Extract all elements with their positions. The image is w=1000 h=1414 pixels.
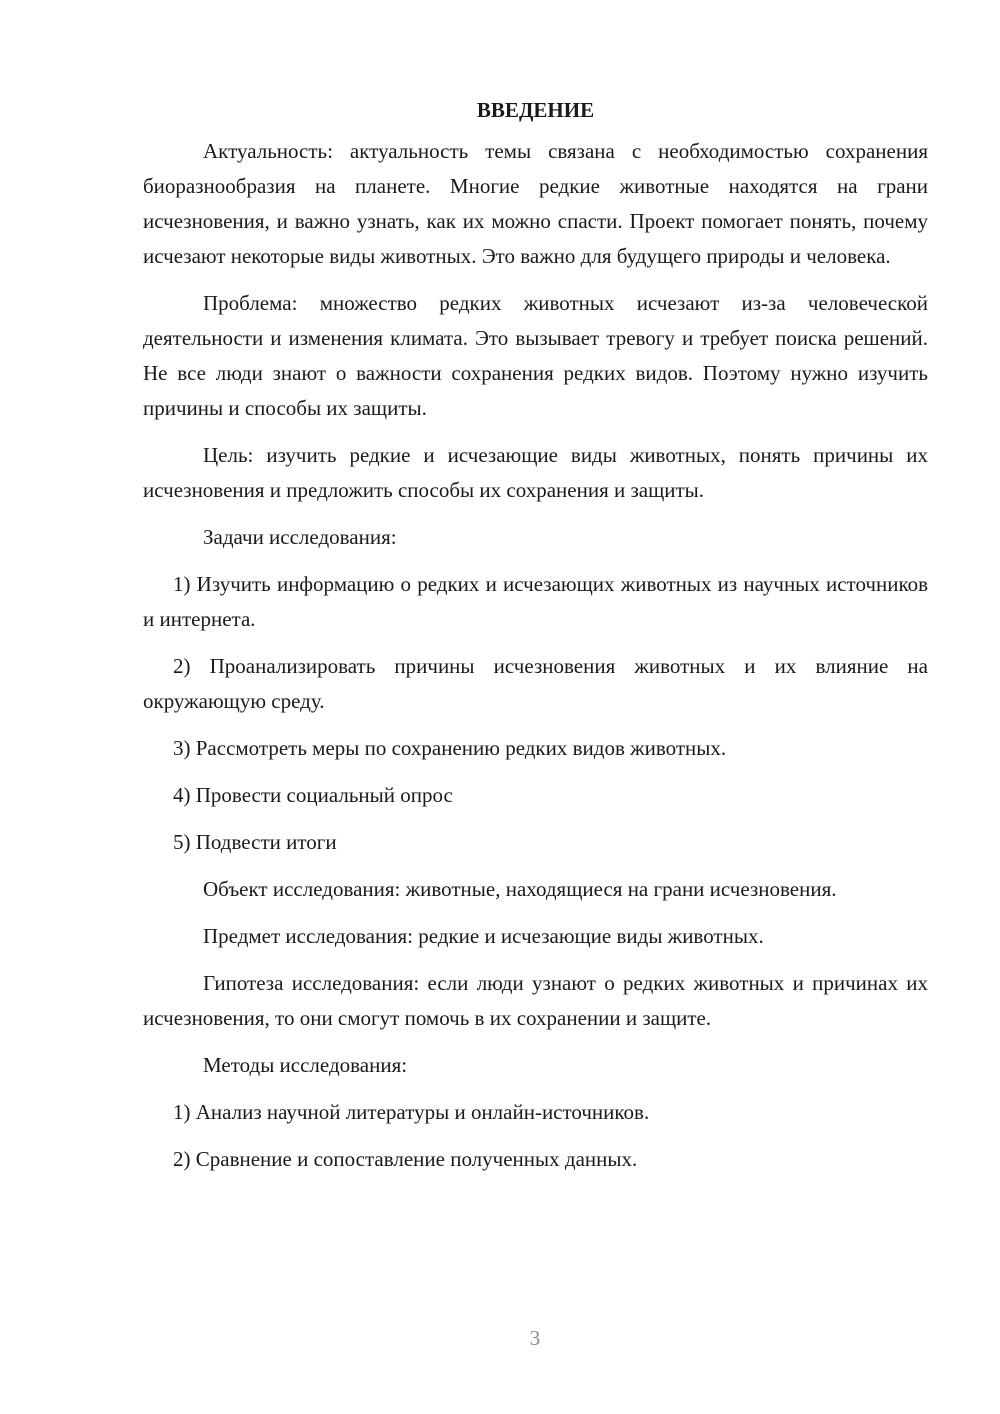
tasks-title: Задачи исследования: [203, 525, 397, 549]
method-item-2: 2) Сравнение и сопоставление полученных данных. [173, 1147, 638, 1171]
section-heading: ВВЕДЕНИЕ [476, 98, 595, 122]
method-item-1: 1) Анализ научной литературы и онлайн-источников. [173, 1100, 650, 1124]
task-item-2: 2) Проанализировать причины исчезновения животных и их влияние на окружающую среду. [143, 654, 928, 713]
paragraph-problem: Проблема: множество редких животных исчезают из-за человеческой деятельности и изменения климата. Это вызывает тревогу и требует поиска решений. Не все люди знают о важности сохранения редких видов. Поэтому нужно изучить причины и способы их защиты. [143, 291, 928, 420]
paragraph-goal: Цель: изучить редкие и исчезающие виды животных, понять причины их исчезновения и предложить способы их сохранения и защиты. [143, 443, 928, 502]
document-page [143, 92, 928, 1189]
paragraph-subject: Предмет исследования: редкие и исчезающие виды животных. [203, 924, 764, 948]
task-item-4: 4) Провести социальный опрос [173, 783, 453, 807]
task-item-5: 5) Подвести итоги [173, 830, 337, 854]
methods-title: Методы исследования: [203, 1053, 408, 1077]
task-item-3: 3) Рассмотреть меры по сохранению редких видов животных. [173, 736, 727, 760]
paragraph-object: Объект исследования: животные, находящиеся на грани исчезновения. [203, 877, 837, 901]
page-number: 3 [529, 1326, 541, 1350]
paragraph-relevance: Актуальность: актуальность темы связана с необходимостью сохранения биоразнообразия на планете. Многие редкие животные находятся на грани исчезновения, и важно узнать, как их можно спасти. Проект помогает понять, почему исчезают некоторые виды животных. Это важно для будущего природы и человека. [143, 139, 928, 268]
paragraph-hypothesis: Гипотеза исследования: если люди узнают о редких животных и причинах их исчезновения, то они смогут помочь в их сохранении и защите. [143, 971, 928, 1030]
task-item-1: 1) Изучить информацию о редких и исчезающих животных из научных источников и интернета. [143, 572, 928, 631]
